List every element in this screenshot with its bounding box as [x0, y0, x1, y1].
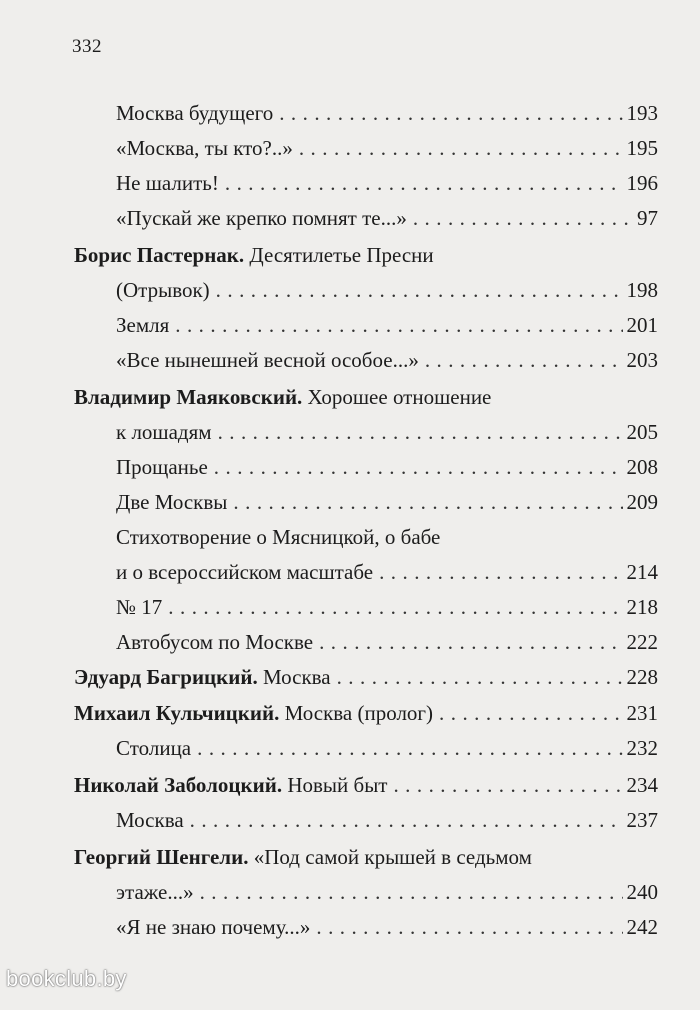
toc-page-number: 193	[626, 101, 658, 125]
toc-title: Москва	[116, 808, 184, 832]
toc-title: Новый быт	[287, 773, 388, 797]
toc-title: «Я не знаю почему...»	[116, 915, 311, 939]
toc-entry	[116, 168, 658, 198]
toc-entry	[116, 345, 658, 375]
toc-page-number: 232	[626, 736, 658, 760]
toc-page-number: 195	[626, 136, 658, 160]
dot-leader	[197, 733, 622, 763]
dot-leader	[200, 877, 623, 907]
toc-page-number: 237	[626, 808, 658, 832]
toc-title: № 17	[116, 595, 163, 619]
toc-page-number: 214	[626, 560, 658, 584]
toc-title: Москва будущего	[116, 101, 274, 125]
toc-author-entry	[74, 698, 658, 728]
toc-title: Хорошее отношение	[307, 385, 492, 409]
toc-page-number: 231	[626, 701, 658, 725]
toc-entry	[116, 912, 658, 942]
toc-title: «Под самой крышей в седьмом	[253, 845, 532, 869]
toc-author-entry	[74, 240, 434, 270]
dot-leader	[168, 592, 622, 622]
toc-entry	[116, 98, 658, 128]
dot-leader	[225, 168, 623, 198]
toc-title: Две Москвы	[116, 490, 228, 514]
toc-page-number: 218	[626, 595, 658, 619]
toc-page-number: 203	[626, 348, 658, 372]
toc-title: Десятилетье Пресни	[249, 243, 434, 267]
toc-page-number: 97	[637, 206, 658, 230]
toc-entry	[116, 487, 658, 517]
toc-title: к лошадям	[116, 420, 212, 444]
dot-leader	[214, 452, 623, 482]
toc-title: Не шалить!	[116, 171, 219, 195]
toc-entry	[116, 733, 658, 763]
toc-title: Земля	[116, 313, 170, 337]
dot-leader	[393, 770, 622, 800]
dot-leader	[425, 345, 623, 375]
toc-title: «Пускай же крепко помнят те...»	[116, 206, 407, 230]
watermark: bookclub.by	[6, 966, 127, 991]
toc-author: Борис Пастернак.	[74, 243, 245, 267]
toc-entry	[116, 203, 658, 233]
toc-page-number: 201	[626, 313, 658, 337]
toc-author-entry	[74, 662, 658, 692]
toc-title: «Все нынешней весной особое...»	[116, 348, 419, 372]
toc-entry	[116, 275, 658, 305]
dot-leader	[299, 133, 623, 163]
dot-leader	[216, 275, 623, 305]
dot-leader	[190, 805, 623, 835]
toc-author: Георгий Шенгели.	[74, 845, 249, 869]
toc-page-number: 209	[626, 490, 658, 514]
toc-title: (Отрывок)	[116, 278, 210, 302]
toc-entry	[116, 592, 658, 622]
toc-author-entry	[74, 842, 532, 872]
toc-author-entry	[74, 770, 658, 800]
toc-page-number: 234	[626, 773, 658, 797]
dot-leader	[337, 662, 623, 692]
dot-leader	[279, 98, 622, 128]
toc-title: «Москва, ты кто?..»	[116, 136, 293, 160]
dot-leader	[413, 203, 633, 233]
toc-entry	[116, 133, 658, 163]
toc-title: Москва	[262, 665, 331, 689]
toc-entry	[116, 877, 658, 907]
toc-title: этаже...»	[116, 880, 194, 904]
toc-title: Прощанье	[116, 455, 208, 479]
toc-author: Михаил Кульчицкий.	[74, 701, 280, 725]
page-number: 332	[72, 36, 102, 57]
toc-entry	[116, 310, 658, 340]
toc-title: Автобусом по Москве	[116, 630, 314, 654]
toc-entry	[116, 522, 440, 552]
dot-leader	[319, 627, 622, 657]
toc-title: Москва (пролог)	[284, 701, 434, 725]
toc-author-entry	[74, 382, 491, 412]
toc-entry	[116, 627, 658, 657]
dot-leader	[175, 310, 622, 340]
toc-entry	[116, 805, 658, 835]
dot-leader	[316, 912, 622, 942]
toc-page-number: 222	[626, 630, 658, 654]
toc-page-number: 205	[626, 420, 658, 444]
toc-page-number: 196	[626, 171, 658, 195]
dot-leader	[439, 698, 622, 728]
toc-entry	[116, 417, 658, 447]
toc-title: Стихотворение о Мясницкой, о бабе	[116, 525, 441, 549]
toc-page-number: 242	[626, 915, 658, 939]
toc-page-number: 198	[626, 278, 658, 302]
toc-page-number: 208	[626, 455, 658, 479]
toc-title: и о всероссийском масштабе	[116, 560, 374, 584]
toc-author: Эдуард Багрицкий.	[74, 665, 258, 689]
toc-entry	[116, 557, 658, 587]
dot-leader	[218, 417, 623, 447]
toc-entry	[116, 452, 658, 482]
dot-leader	[379, 557, 622, 587]
toc-author: Владимир Маяковский.	[74, 385, 303, 409]
toc-title: Столица	[116, 736, 192, 760]
toc-page-number: 240	[626, 880, 658, 904]
toc-author: Николай Заболоцкий.	[74, 773, 283, 797]
toc-page-number: 228	[626, 665, 658, 689]
dot-leader	[233, 487, 622, 517]
